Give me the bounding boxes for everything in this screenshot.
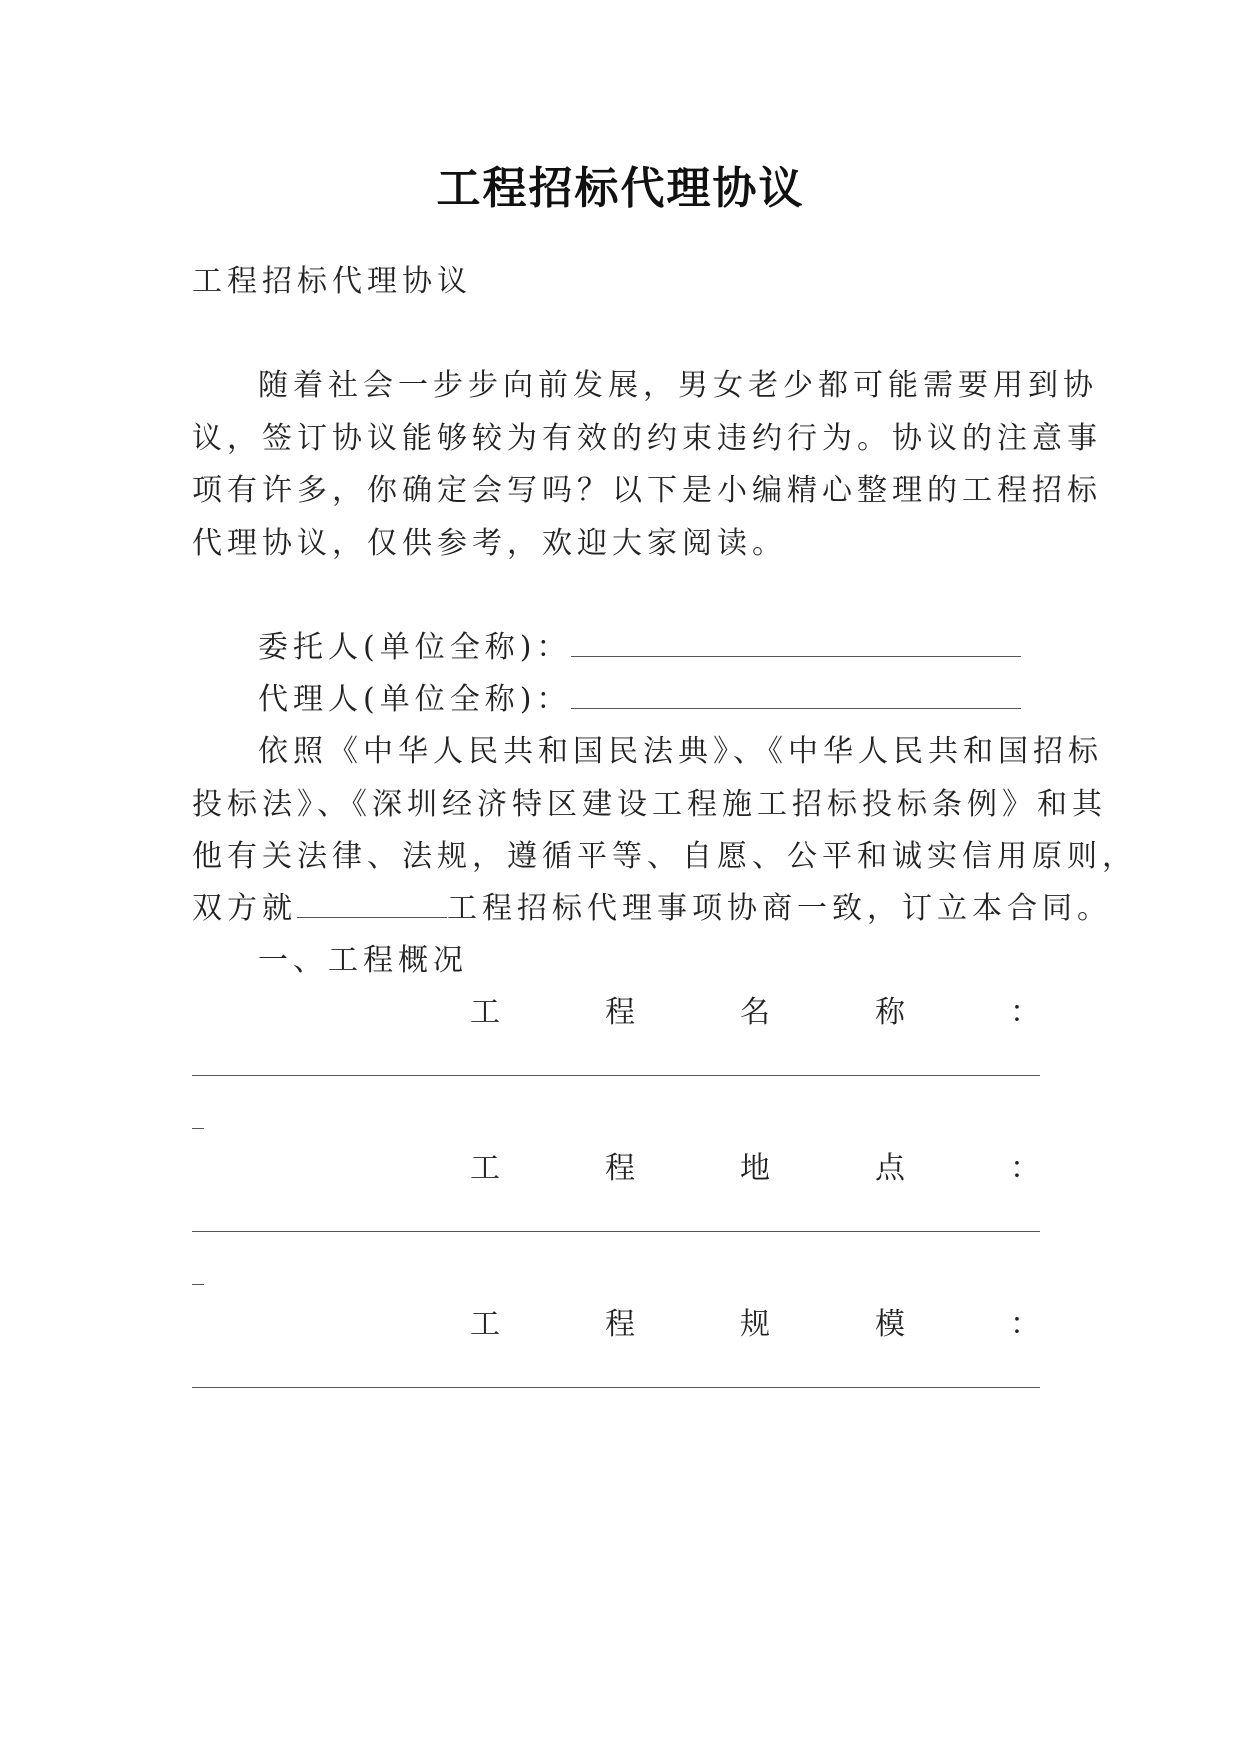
- label-char: ：: [1010, 1151, 1040, 1186]
- label-char: 称: [875, 995, 905, 1030]
- document-title: 工程招标代理协议: [436, 163, 805, 214]
- project-scale-label: [470, 1305, 1040, 1345]
- client-label: 委托人(单位全称)：: [258, 630, 572, 665]
- project-name-fill-line[interactable]: [192, 1075, 1040, 1076]
- label-char: ：: [1010, 1307, 1040, 1342]
- client-blank[interactable]: [571, 630, 1021, 657]
- project-location-label: [470, 1149, 1040, 1189]
- label-char: 地: [740, 1151, 770, 1186]
- project-name-fill-stub: [192, 1128, 204, 1129]
- basis-last-prefix: 双方就: [192, 891, 297, 926]
- agent-label: 代理人(单位全称)：: [258, 682, 572, 717]
- label-char: 工: [470, 1307, 500, 1342]
- label-char: 名: [740, 995, 770, 1030]
- basis-line-3: 他有关法律、法规，遵循平等、自愿、公平和诚实信用原则，: [192, 839, 1137, 874]
- project-name-label: [470, 993, 1040, 1033]
- project-location-fill-stub: [192, 1284, 204, 1285]
- intro-line-4: 代理协议，仅供参考，欢迎大家阅读。: [192, 526, 787, 561]
- document-subtitle: 工程招标代理协议: [192, 264, 472, 299]
- label-char: 工: [470, 1151, 500, 1186]
- project-scale-fill-line[interactable]: [192, 1387, 1040, 1388]
- label-char: 点: [875, 1151, 905, 1186]
- label-char: 规: [740, 1307, 770, 1342]
- basis-line-4: [192, 889, 1112, 929]
- basis-line-1: 依照《中华人民共和国民法典》、《中华人民共和国招标: [258, 734, 1103, 769]
- client-field: [258, 628, 1021, 668]
- intro-line-3: 项有许多，你确定会写吗？以下是小编精心整理的工程招标: [192, 473, 1102, 508]
- agent-blank[interactable]: [571, 682, 1021, 709]
- agent-field: [258, 680, 1021, 720]
- basis-line-2: 投标法》、《深圳经济特区建设工程施工招标投标条例》和其: [192, 787, 1107, 822]
- label-char: 工: [470, 995, 500, 1030]
- label-char: 模: [875, 1307, 905, 1342]
- label-char: ：: [1010, 995, 1040, 1030]
- project-location-fill-line[interactable]: [192, 1231, 1040, 1232]
- label-char: 程: [605, 1307, 635, 1342]
- project-name-blank[interactable]: [297, 891, 447, 918]
- intro-line-1: 随着社会一步步向前发展，男女老少都可能需要用到协: [258, 368, 1098, 403]
- section-heading-1: 一、工程概况: [258, 943, 468, 978]
- label-char: 程: [605, 995, 635, 1030]
- label-char: 程: [605, 1151, 635, 1186]
- intro-line-2: 议，签订协议能够较为有效的约束违约行为。协议的注意事: [192, 421, 1102, 456]
- basis-last-suffix: 工程招标代理事项协商一致，订立本合同。: [447, 891, 1112, 926]
